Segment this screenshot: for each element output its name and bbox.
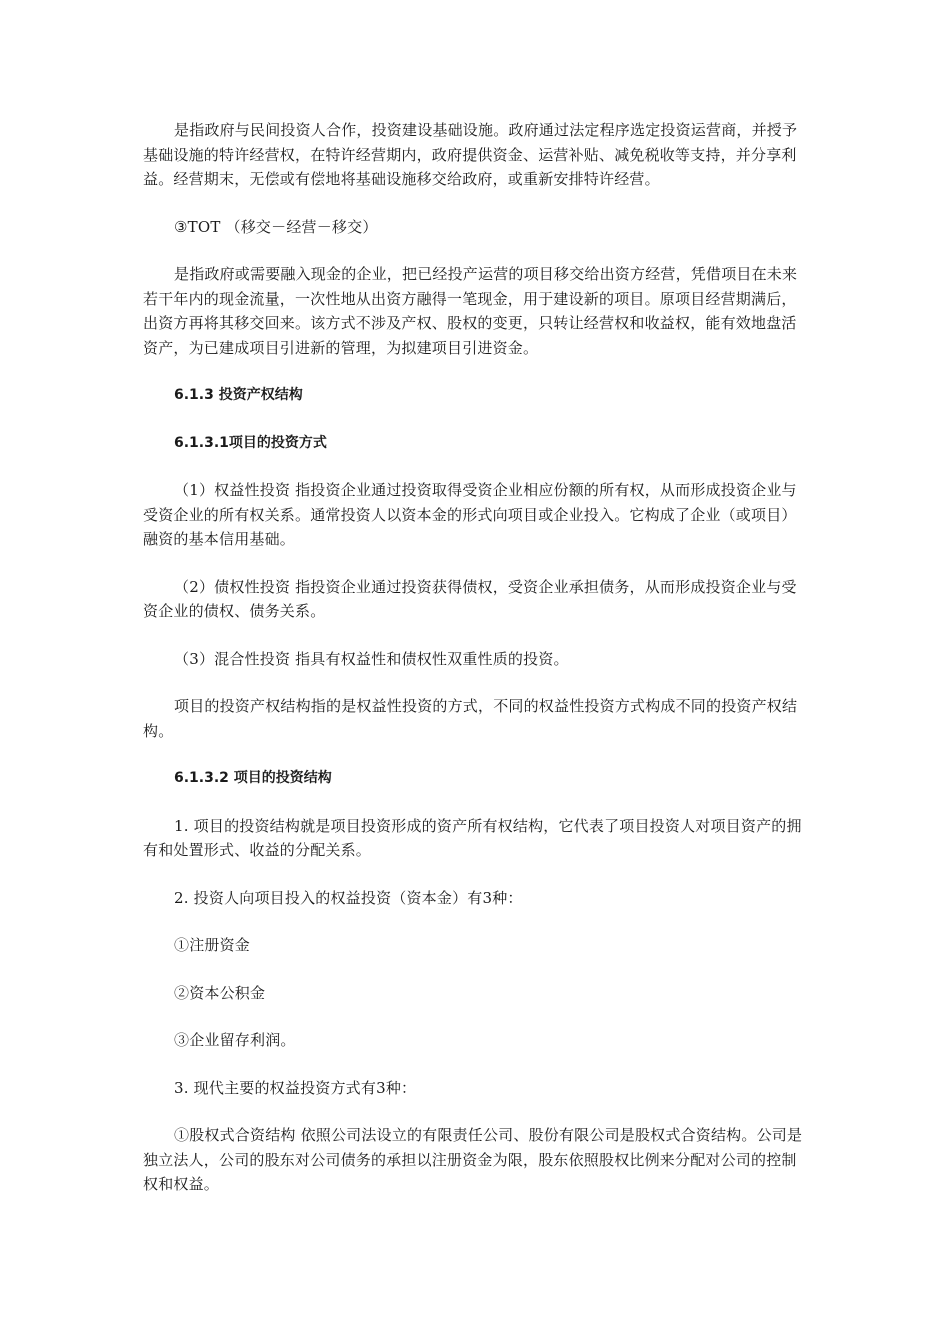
- list-item-registered-capital: ①注册资金: [174, 936, 251, 954]
- paragraph-tot-title: ③TOT （移交－经营－移交）: [174, 217, 378, 236]
- paragraph-equity-joint-venture: ①股权式合资结构 依照公司法设立的有限责任公司、股份有限公司是股权式合资结构。公司是独立法人，公司的股东对公司债务的承担以注册资金为限，股东依照股权比例来分配对公司的控制权和权益。: [143, 1126, 803, 1193]
- section-heading-investment-property-structure: 6.1.3 投资产权结构: [174, 387, 303, 403]
- paragraph-property-structure-definition: 项目的投资产权结构指的是权益性投资的方式，不同的权益性投资方式构成不同的投资产权结构。: [143, 697, 798, 740]
- paragraph-hybrid-investment: （3）混合性投资 指具有权益性和债权性双重性质的投资。: [174, 649, 569, 668]
- paragraph-tot-description: 是指政府或需要融入现金的企业，把已经投产运营的项目移交给出资方经营，凭借项目在未来若干年内的现金流量，一次性地从出资方融得一笔现金，用于建设新的项目。原项目经营期满后，出资方再将其移交回来。该方式不涉及产权、股权的变更，只转让经营权和收益权，能有效地盘活资产，为已建成项目引进新的管理，为拟建项目引进资金。: [143, 265, 798, 357]
- paragraph-debt-investment: （2）债权性投资 指投资企业通过投资获得债权，受资企业承担债务，从而形成投资企业与受资企业的债权、债务关系。: [143, 577, 797, 620]
- document-page: [143, 118, 808, 1220]
- list-item-retained-earnings: ③企业留存利润。: [174, 1031, 296, 1049]
- paragraph-equity-types-intro: 2. 投资人向项目投入的权益投资（资本金）有3种：: [174, 888, 523, 907]
- paragraph-bot-description: 是指政府与民间投资人合作，投资建设基础设施。政府通过法定程序选定投资运营商，并授予基础设施的特许经营权，在特许经营期内，政府提供资金、运营补贴、减免税收等支持，并分享利益。经营期末，无偿或有偿地将基础设施移交给政府，或重新安排特许经营。: [143, 121, 798, 188]
- paragraph-equity-investment: （1）权益性投资 指投资企业通过投资取得受资企业相应份额的所有权，从而形成投资企业与受资企业的所有权关系。通常投资人以资本金的形式向项目或企业投入。它构成了企业（或项目）融资的基本信用基础。: [143, 481, 797, 548]
- paragraph-investment-structure-definition: 1. 项目的投资结构就是项目投资形成的资产所有权结构，它代表了项目投资人对项目资产的拥有和处置形式、收益的分配关系。: [143, 816, 802, 859]
- paragraph-equity-methods-intro: 3. 现代主要的权益投资方式有3种：: [174, 1078, 417, 1097]
- section-heading-investment-methods: 6.1.3.1项目的投资方式: [174, 434, 327, 451]
- section-heading-investment-structure: 6.1.3.2 项目的投资结构: [174, 770, 332, 786]
- list-item-capital-reserve: ②资本公积金: [174, 983, 266, 1002]
